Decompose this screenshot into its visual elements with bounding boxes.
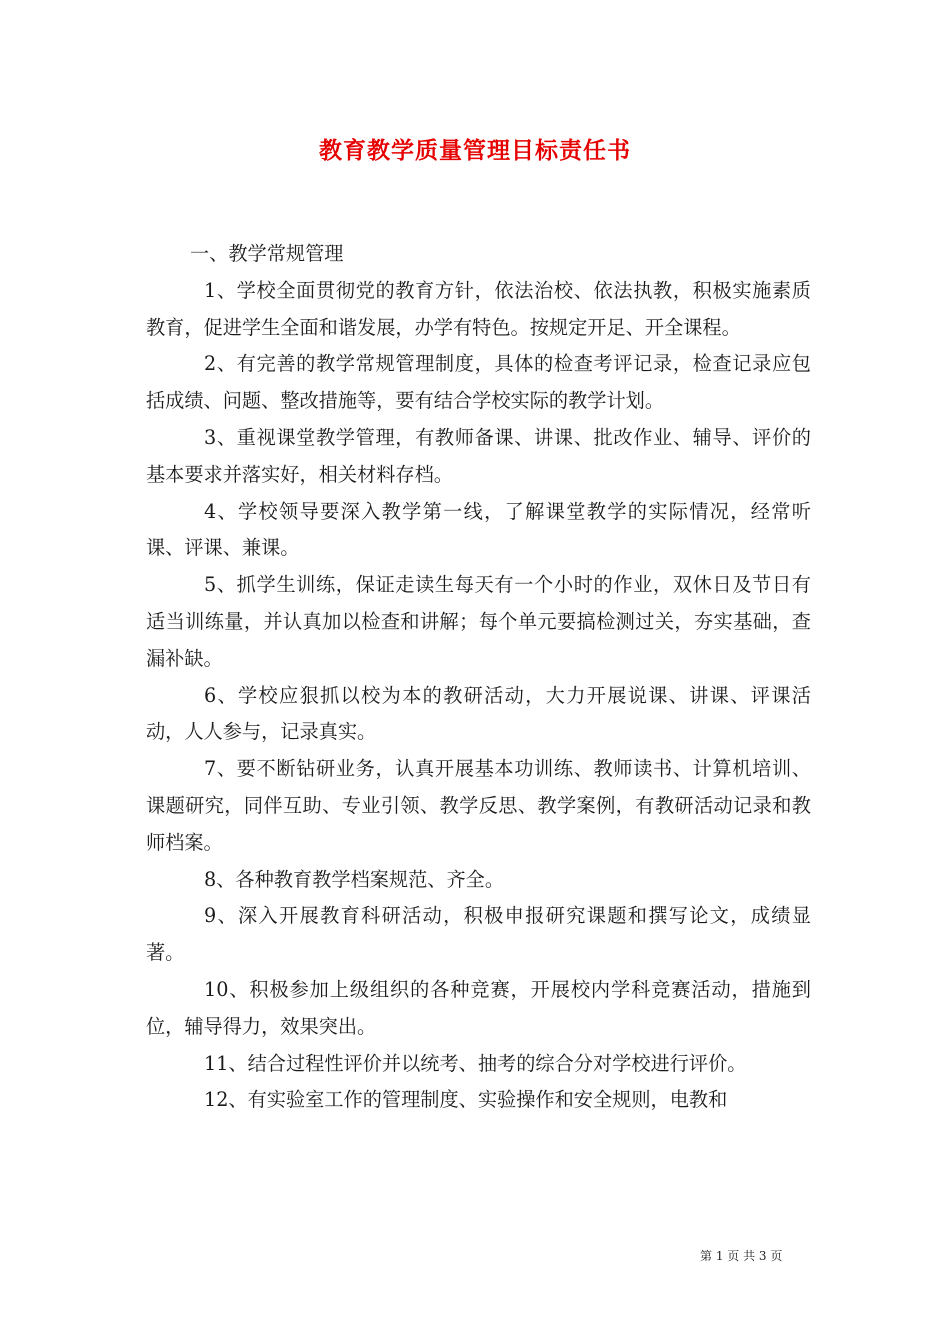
- paragraph-1: 1、学校全面贯彻党的教育方针，依法治校、依法执教，积极实施素质教育，促进学生全面和谐发展，办学有特色。按规定开足、开全课程。: [146, 278, 811, 339]
- paragraph-5: 5、抓学生训练，保证走读生每天有一个小时的作业，双休日及节日有适当训练量，并认真加以检查和讲解；每个单元要搞检测过关，夯实基础，查漏补缺。: [146, 573, 811, 670]
- paragraph-10: 10、积极参加上级组织的各种竞赛，开展校内学科竞赛活动，措施到位，辅导得力，效果突出。: [146, 977, 811, 1038]
- paragraph-2: 2、有完善的教学常规管理制度，具体的检查考评记录，检查记录应包括成绩、问题、整改措施等，要有结合学校实际的教学计划。: [146, 352, 811, 413]
- paragraph-9: 9、深入开展教育科研活动，积极申报研究课题和撰写论文，成绩显著。: [146, 904, 811, 965]
- section-heading: 一、教学常规管理: [190, 242, 344, 265]
- paragraph-7: 7、要不断钻研业务，认真开展基本功训练、教师读书、计算机培训、课题研究，同伴互助、专业引领、教学反思、教学案例，有教研活动记录和教师档案。: [146, 757, 811, 854]
- paragraph-8: 8、各种教育教学档案规范、齐全。: [204, 867, 505, 891]
- paragraph-6: 6、学校应狠抓以校为本的教研活动，大力开展说课、讲课、评课活动，人人参与，记录真实。: [146, 683, 811, 744]
- page-number: 第 1 页 共 3 页: [700, 1249, 783, 1263]
- paragraph-3: 3、重视课堂教学管理，有教师备课、讲课、批改作业、辅导、评价的基本要求并落实好，相关材料存档。: [146, 425, 811, 486]
- paragraph-12: 12、有实验室工作的管理制度、实验操作和安全规则，电教和: [204, 1088, 728, 1112]
- paragraph-11: 11、结合过程性评价并以统考、抽考的综合分对学校进行评价。: [204, 1051, 747, 1075]
- document-title: 教育教学质量管理目标责任书: [319, 137, 631, 164]
- paragraph-4: 4、学校领导要深入教学第一线，了解课堂教学的实际情况，经常听课、评课、兼课。: [146, 499, 811, 560]
- document-body: [146, 236, 811, 1119]
